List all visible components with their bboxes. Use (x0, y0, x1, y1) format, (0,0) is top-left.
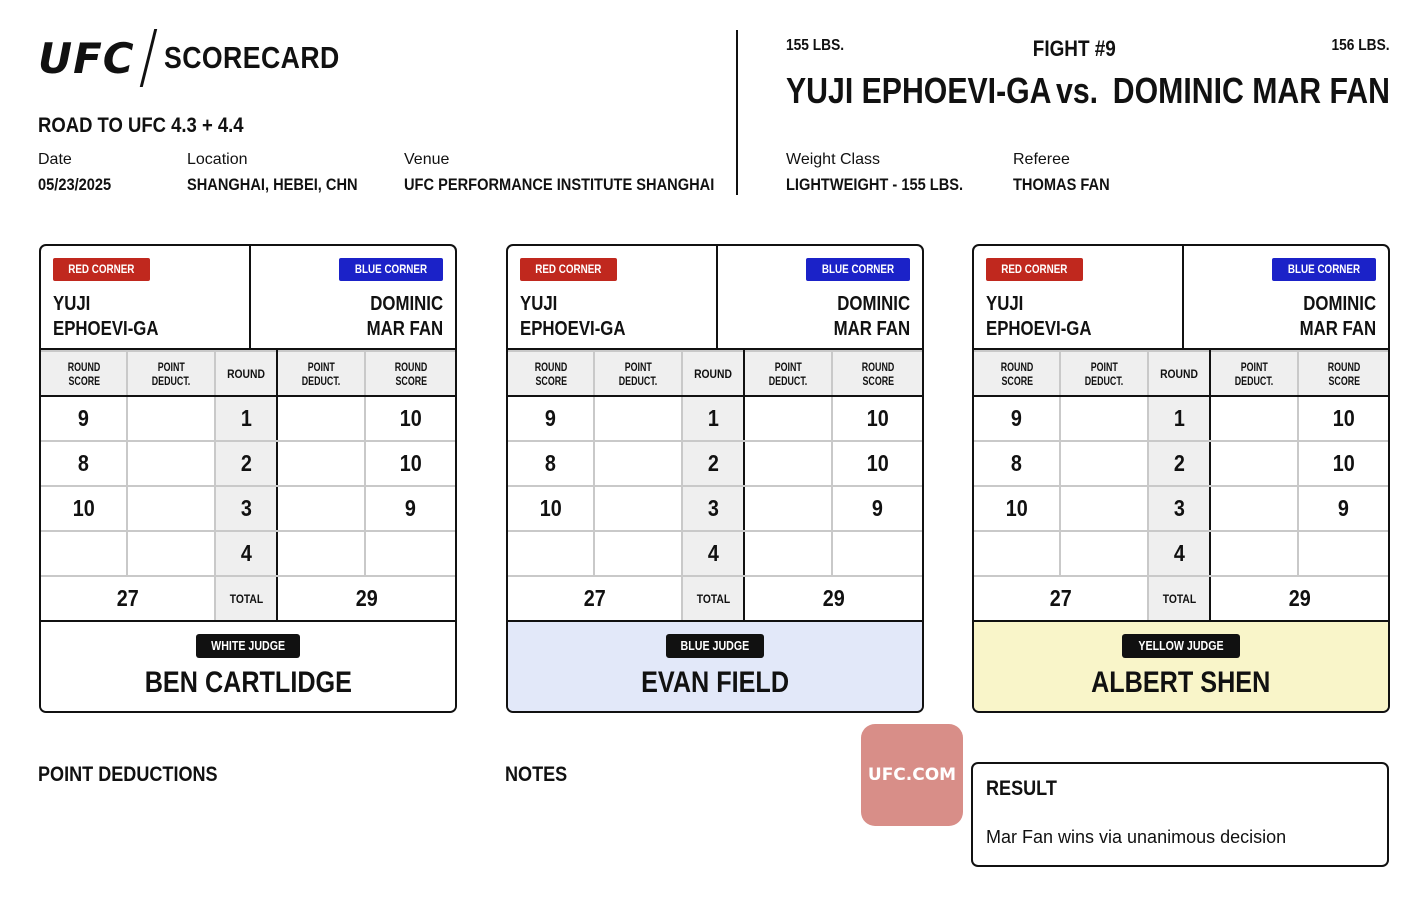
event-name: ROAD TO UFC 4.3 + 4.4 (38, 114, 244, 137)
blue-point-deduction (277, 441, 365, 486)
col-point-deduct: POINT DEDUCT. (744, 351, 832, 396)
scorecard-judge-1 (39, 244, 457, 713)
notes-title: NOTES (505, 763, 568, 786)
blue-point-deduction (1210, 531, 1298, 576)
round-row (41, 486, 455, 531)
venue-label: Venue (404, 151, 450, 168)
judge-info (508, 622, 922, 713)
blue-corner-badge: BLUE CORNER (339, 258, 443, 281)
score-table-header (974, 351, 1388, 396)
round-number: 3 (682, 486, 744, 531)
blue-round-score (832, 531, 922, 576)
total-label: TOTAL (1148, 576, 1210, 621)
location-label: Location (187, 151, 248, 168)
blue-round-score: 10 (365, 441, 455, 486)
result-title: RESULT (986, 777, 1057, 800)
judge-info (974, 622, 1388, 713)
blue-round-score: 9 (832, 486, 922, 531)
blue-total: 29 (277, 576, 455, 621)
red-point-deduction (594, 441, 682, 486)
ufc-logo (38, 30, 368, 86)
red-round-score: 9 (974, 396, 1060, 441)
red-total: 27 (41, 576, 215, 621)
red-fighter: YUJI EPHOEVI-GA (520, 293, 626, 340)
col-point-deduct: POINT DEDUCT. (127, 351, 215, 396)
blue-point-deduction (1210, 396, 1298, 441)
col-round: ROUND (215, 351, 277, 396)
red-total: 27 (974, 576, 1148, 621)
vs-label: vs. (1056, 70, 1099, 111)
blue-point-deduction (744, 531, 832, 576)
col-round-score: ROUND SCORE (974, 351, 1060, 396)
red-weight: 155 LBS. (786, 37, 845, 54)
red-total: 27 (508, 576, 682, 621)
col-round-score: ROUND SCORE (365, 351, 455, 396)
red-round-score: 8 (41, 441, 127, 486)
red-point-deduction (1060, 486, 1148, 531)
blue-total: 29 (1210, 576, 1388, 621)
red-round-score: 9 (508, 396, 594, 441)
blue-round-score: 9 (365, 486, 455, 531)
red-round-score: 10 (41, 486, 127, 531)
blue-point-deduction (277, 486, 365, 531)
card-fighters-header (974, 246, 1388, 350)
col-round-score: ROUND SCORE (832, 351, 922, 396)
blue-point-deduction (744, 441, 832, 486)
blue-total: 29 (744, 576, 922, 621)
col-point-deduct: POINT DEDUCT. (277, 351, 365, 396)
blue-point-deduction (744, 396, 832, 441)
judge-info (41, 622, 455, 713)
blue-round-score: 10 (832, 441, 922, 486)
judge-name: BEN CARTLIDGE (144, 666, 352, 699)
red-point-deduction (1060, 441, 1148, 486)
total-label: TOTAL (682, 576, 744, 621)
round-number: 4 (682, 531, 744, 576)
round-number: 2 (1148, 441, 1210, 486)
round-number: 2 (682, 441, 744, 486)
red-round-score (41, 531, 127, 576)
fight-number: FIGHT #9 (1032, 36, 1116, 61)
ufc-com-label: UFC.COM (867, 765, 957, 785)
referee-value: THOMAS FAN (1013, 175, 1110, 194)
red-round-score: 10 (508, 486, 594, 531)
red-fighter: YUJI EPHOEVI-GA (986, 293, 1092, 340)
round-row (508, 396, 922, 441)
scorecard-title: SCORECARD (163, 40, 340, 75)
header-divider (1182, 246, 1184, 350)
col-point-deduct: POINT DEDUCT. (1210, 351, 1298, 396)
round-row (974, 531, 1388, 576)
round-row (41, 531, 455, 576)
round-number: 4 (215, 531, 277, 576)
score-table-header (508, 351, 922, 396)
totals-row (974, 576, 1388, 621)
judge-name: ALBERT SHEN (1091, 666, 1271, 699)
col-round: ROUND (1148, 351, 1210, 396)
judge-badge: BLUE JUDGE (666, 634, 764, 658)
venue-value: UFC PERFORMANCE INSTITUTE SHANGHAI (404, 175, 715, 194)
red-point-deduction (127, 486, 215, 531)
card-fighters-header (508, 246, 922, 350)
red-round-score: 8 (508, 441, 594, 486)
round-number: 2 (215, 441, 277, 486)
red-point-deduction (1060, 531, 1148, 576)
round-number: 3 (215, 486, 277, 531)
red-fighter-name: YUJI EPHOEVI-GA (786, 70, 1052, 111)
round-row (508, 531, 922, 576)
red-round-score: 10 (974, 486, 1060, 531)
blue-point-deduction (744, 486, 832, 531)
red-point-deduction (127, 396, 215, 441)
red-corner-badge: RED CORNER (986, 258, 1083, 281)
red-point-deduction (594, 486, 682, 531)
round-number: 4 (1148, 531, 1210, 576)
red-round-score (974, 531, 1060, 576)
round-row (974, 441, 1388, 486)
round-number: 1 (215, 396, 277, 441)
totals-row (41, 576, 455, 621)
logo-divider (139, 29, 156, 87)
date-label: Date (38, 151, 72, 168)
blue-round-score: 10 (832, 396, 922, 441)
blue-round-score (1298, 531, 1388, 576)
blue-corner-badge: BLUE CORNER (806, 258, 910, 281)
col-round-score: ROUND SCORE (1298, 351, 1388, 396)
ufc-logo-text: UFC (38, 33, 135, 83)
blue-weight: 156 LBS. (1331, 37, 1390, 54)
round-row (41, 441, 455, 486)
header-divider (736, 30, 738, 195)
result-text: Mar Fan wins via unanimous decision (986, 827, 1287, 847)
col-round-score: ROUND SCORE (41, 351, 127, 396)
blue-point-deduction (1210, 441, 1298, 486)
blue-point-deduction (277, 531, 365, 576)
blue-fighter-name: DOMINIC MAR FAN (1112, 70, 1390, 111)
header-divider (249, 246, 251, 350)
blue-round-score: 10 (1298, 441, 1388, 486)
round-row (508, 441, 922, 486)
red-point-deduction (1060, 396, 1148, 441)
red-round-score: 8 (974, 441, 1060, 486)
result-box (971, 762, 1389, 867)
round-row (974, 396, 1388, 441)
blue-round-score: 9 (1298, 486, 1388, 531)
blue-point-deduction (1210, 486, 1298, 531)
judge-name: EVAN FIELD (641, 666, 789, 699)
blue-round-score: 10 (1298, 396, 1388, 441)
blue-round-score (365, 531, 455, 576)
red-round-score (508, 531, 594, 576)
red-corner-badge: RED CORNER (520, 258, 617, 281)
blue-fighter: DOMINIC MAR FAN (1299, 293, 1376, 340)
card-fighters-header (41, 246, 455, 350)
weight-class-label: Weight Class (786, 151, 880, 168)
round-row (508, 486, 922, 531)
date-value: 05/23/2025 (38, 175, 112, 194)
red-corner-badge: RED CORNER (53, 258, 150, 281)
totals-row (508, 576, 922, 621)
red-round-score: 9 (41, 396, 127, 441)
blue-fighter: DOMINIC MAR FAN (366, 293, 443, 340)
col-point-deduct: POINT DEDUCT. (594, 351, 682, 396)
header-divider (716, 246, 718, 350)
round-number: 1 (682, 396, 744, 441)
red-point-deduction (594, 531, 682, 576)
ufc-com-badge[interactable] (861, 724, 963, 826)
red-point-deduction (127, 441, 215, 486)
judge-badge: YELLOW JUDGE (1122, 634, 1240, 658)
col-point-deduct: POINT DEDUCT. (1060, 351, 1148, 396)
blue-fighter: DOMINIC MAR FAN (833, 293, 910, 340)
location-value: SHANGHAI, HEBEI, CHN (187, 175, 358, 194)
total-label: TOTAL (215, 576, 277, 621)
blue-point-deduction (277, 396, 365, 441)
col-round: ROUND (682, 351, 744, 396)
round-row (974, 486, 1388, 531)
weight-class-value: LIGHTWEIGHT - 155 LBS. (786, 175, 964, 194)
red-point-deduction (127, 531, 215, 576)
score-table (508, 350, 922, 622)
red-point-deduction (594, 396, 682, 441)
col-round-score: ROUND SCORE (508, 351, 594, 396)
blue-round-score: 10 (365, 396, 455, 441)
scorecard-judge-3 (972, 244, 1390, 713)
score-table (41, 350, 455, 622)
red-fighter: YUJI EPHOEVI-GA (53, 293, 159, 340)
score-table-header (41, 351, 455, 396)
blue-corner-badge: BLUE CORNER (1272, 258, 1376, 281)
round-number: 3 (1148, 486, 1210, 531)
score-table (974, 350, 1388, 622)
round-number: 1 (1148, 396, 1210, 441)
round-row (41, 396, 455, 441)
point-deductions-title: POINT DEDUCTIONS (38, 763, 218, 786)
judge-badge: WHITE JUDGE (196, 634, 300, 658)
referee-label: Referee (1013, 151, 1070, 168)
scorecard-judge-2 (506, 244, 924, 713)
